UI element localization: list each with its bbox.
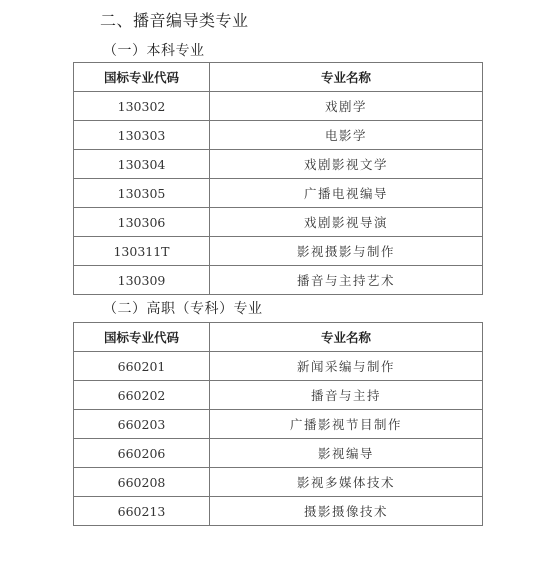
code-column-header: 国标专业代码	[74, 63, 210, 92]
major-name: 影视摄影与制作	[210, 237, 483, 266]
major-name: 戏剧学	[210, 92, 483, 121]
major-code: 130303	[74, 121, 210, 150]
undergrad-table	[73, 62, 483, 295]
table-header-row	[74, 63, 483, 92]
section-heading: 二、播音编导类专业	[100, 11, 249, 30]
major-name: 摄影摄像技术	[210, 497, 483, 526]
table-row	[74, 208, 483, 237]
vocational-subheading: （二）高职（专科）专业	[103, 301, 263, 317]
table-row	[74, 381, 483, 410]
major-code: 660213	[74, 497, 210, 526]
table-row	[74, 121, 483, 150]
major-code: 660208	[74, 468, 210, 497]
table-row	[74, 352, 483, 381]
table-row	[74, 150, 483, 179]
table-row	[74, 468, 483, 497]
table-row	[74, 266, 483, 295]
major-name: 影视多媒体技术	[210, 468, 483, 497]
major-code: 660201	[74, 352, 210, 381]
major-name: 电影学	[210, 121, 483, 150]
major-name: 戏剧影视文学	[210, 150, 483, 179]
undergrad-subheading: （一）本科专业	[103, 43, 205, 59]
table-row	[74, 237, 483, 266]
major-name: 广播影视节目制作	[210, 410, 483, 439]
table-header-row	[74, 323, 483, 352]
major-name: 播音与主持艺术	[210, 266, 483, 295]
major-code: 130302	[74, 92, 210, 121]
vocational-table	[73, 322, 483, 526]
major-code: 660203	[74, 410, 210, 439]
name-column-header: 专业名称	[210, 323, 483, 352]
major-name: 播音与主持	[210, 381, 483, 410]
major-name: 新闻采编与制作	[210, 352, 483, 381]
major-code: 130304	[74, 150, 210, 179]
table-row	[74, 497, 483, 526]
major-name: 戏剧影视导演	[210, 208, 483, 237]
major-code: 130309	[74, 266, 210, 295]
major-code: 130311T	[74, 237, 210, 266]
table-row	[74, 410, 483, 439]
name-column-header: 专业名称	[210, 63, 483, 92]
table-row	[74, 439, 483, 468]
major-name: 影视编导	[210, 439, 483, 468]
major-code: 130306	[74, 208, 210, 237]
major-name: 广播电视编导	[210, 179, 483, 208]
major-code: 660206	[74, 439, 210, 468]
table-row	[74, 92, 483, 121]
major-code: 130305	[74, 179, 210, 208]
table-row	[74, 179, 483, 208]
code-column-header: 国标专业代码	[74, 323, 210, 352]
major-code: 660202	[74, 381, 210, 410]
